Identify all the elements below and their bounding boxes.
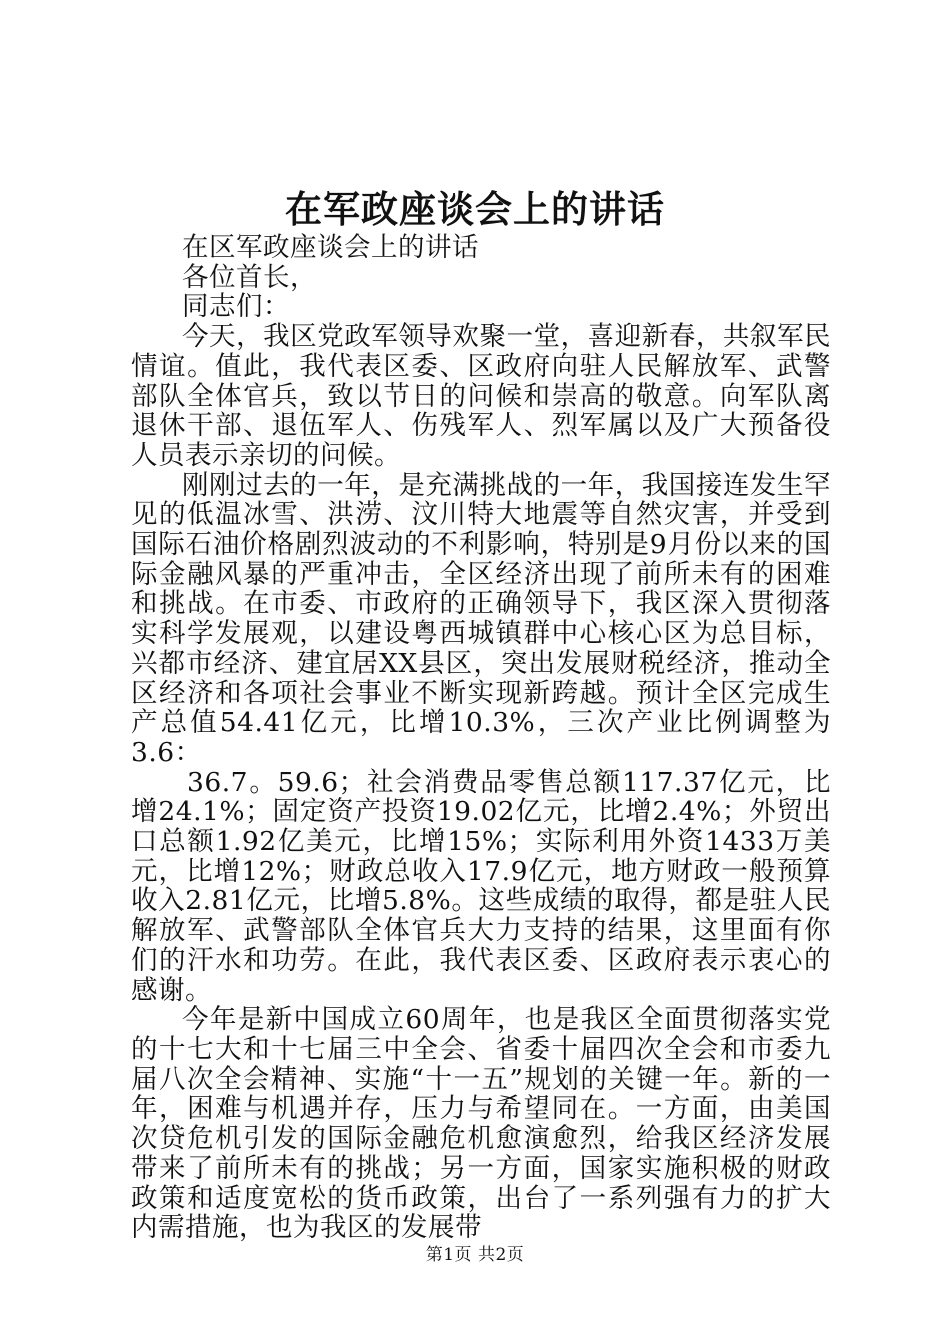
page-footer: 第1页 共2页	[425, 1245, 525, 1265]
body-paragraph: 刚刚过去的一年，是充满挑战的一年，我国接连发生罕见的低温冰雪、洪涝、汶川特大地震等自然灾害，并受到国际石油价格剧烈波动的不利影响，特别是9月份以来的国际金融风暴的严重冲击，全区经济出现了前所未有的困难和挑战。在市委、市政府的正确领导下，我区深入贯彻落实科学发展观，以建设粤西城镇群中心核心区为总目标，兴都市经济、建宜居XX县区，突出发展财税经济，推动全区经济和各项社会事业不断实现新跨越。预计全区完成生产总值54.41亿元，比增10.3%，三次产业比例调整为3.6：	[131, 469, 831, 768]
document-title: 在军政座谈会上的讲话	[285, 187, 665, 231]
body-paragraph: 今年是新中国成立60周年，也是我区全面贯彻落实党的十七大和十七届三中全会、省委十届四次全会和市委九届八次全会精神、实施“十一五”规划的关键一年。新的一年，困难与机遇并存，压力与希望同在。一方面，由美国次贷危机引发的国际金融危机愈演愈烈，给我区经济发展带来了前所未有的挑战；另一方面，国家实施积极的财政政策和适度宽松的货币政策，出台了一系列强有力的扩大内需措施，也为我区的发展带	[131, 1004, 831, 1244]
document-body	[131, 233, 831, 1243]
subtitle-line: 在区军政座谈会上的讲话	[182, 232, 479, 263]
salutation-line: 各位首长，	[182, 261, 317, 293]
body-paragraph: 36.7。59.6；社会消费品零售总额117.37亿元，比增24.1%；固定资产投资19.02亿元，比增2.4%；外贸出口总额1.92亿美元，比增15%；实际利用外资1433万美元，比增12%；财政总收入17.9亿元，地方财政一般预算收入2.81亿元，比增5.8%。这些成绩的取得，都是驻人民解放军、武警部队全体官兵大力支持的结果，这里面有你们的汗水和功劳。在此，我代表区委、区政府表示衷心的感谢。	[131, 766, 831, 1006]
salutation-line: 同志们：	[182, 291, 290, 323]
body-paragraph: 今天，我区党政军领导欢聚一堂，喜迎新春，共叙军民情谊。值此，我代表区委、区政府向驻人民解放军、武警部队全体官兵，致以节日的问候和崇高的敬意。向军队离退休干部、退伍军人、伤残军人、烈军属以及广大预备役人员表示亲切的问候。	[131, 321, 831, 471]
